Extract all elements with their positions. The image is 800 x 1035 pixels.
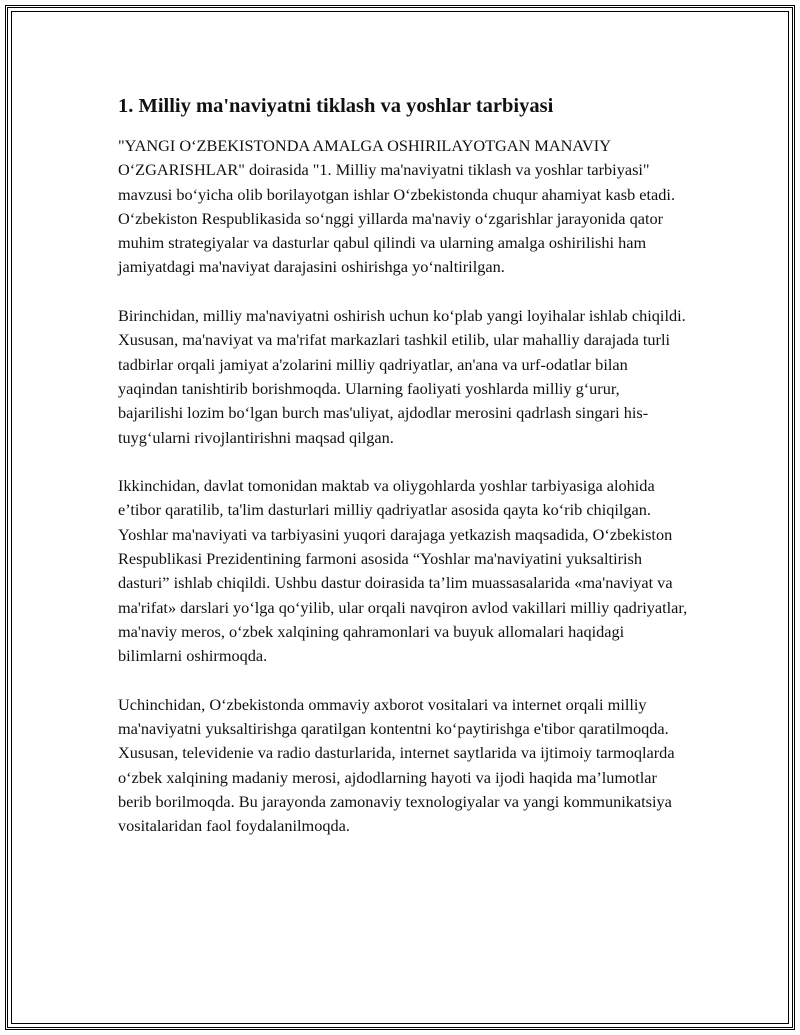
paragraph-third: Uchinchidan, O‘zbekistonda ommaviy axborot vositalari va internet orqali milliy ma'naviyatni yuksaltirishga qaratilgan kontentni ko‘paytirishga e'tibor qaratilmoqda. Xususan, televidenie va radio dasturlarida, internet saytlarida va ijtimoiy tarmoqlarda o‘zbek xalqining madaniy merosi, ajdodlarning hayoti va ijodi haqida ma’lumotlar berib borilmoqda. Bu jarayonda zamonaviy texnologiyalar va yangi kommunikatsiya vositalaridan faol foydalanilmoqda.	[118, 694, 675, 836]
paragraph-first: Birinchidan, milliy ma'naviyatni oshirish uchun ko‘plab yangi loyihalar ishlab chiqildi. Xususan, ma'naviyat va ma'rifat markazlari tashkil etilib, ular mahalliy darajada turli tadbirlar orqali jamiyat a'zolarini milliy qadriyatlar, an'ana va urf-odatlar bilan yaqindan tanishtirib borishmoqda. Ularning faoliyati yoshlarda milliy g‘urur, bajarilishi lozim bo‘lgan burch mas'uliyat, ajdodlar merosini qadrlash singari his-tuyg‘ularni rivojlantirishni maqsad qilgan.	[118, 306, 686, 447]
paragraph-second: Ikkinchidan, davlat tomonidan maktab va oliygohlarda yoshlar tarbiyasiga alohida e’tibor qaratilib, ta'lim dasturlari milliy qadriyatlar asosida qayta ko‘rib chiqilgan. Yoshlar ma'naviyati va tarbiyasini yuqori darajaga yetkazish maqsadida, O‘zbekiston Respublikasi Prezidentining farmoni asosida “Yoshlar ma'naviyatini yuksaltirish dasturi” ishlab chiqildi. Ushbu dastur doirasida ta’lim muassasalarida «ma'naviyat va ma'rifat» darslari yo‘lga qo‘yilib, ular orqali navqiron avlod vakillari milliy qadriyatlar, ma'naviy meros, o‘zbek xalqining qahramonlari va buyuk allomalari haqidagi bilimlarni oshirmoqda.	[118, 476, 688, 666]
paragraph-intro: "YANGI O‘ZBEKISTONDA AMALGA OSHIRILAYOTGAN MANAVIY O‘ZGARISHLAR" doirasida "1. Milliy ma'naviyatni tiklash va yoshlar tarbiyasi" mavzusi bo‘yicha olib borilayotgan ishlar O‘zbekistonda chuqur ahamiyat kasb etadi. O‘zbekiston Respublikasida so‘nggi yillarda ma'naviy o‘zgarishlar jarayonida qator muhim strategiyalar va dasturlar qabul qilindi va ularning amalga oshirilishi ham jamiyatdagi ma'naviyat darajasini oshirishga yo‘naltirilgan.	[118, 136, 676, 277]
section-heading: 1. Milliy ma'naviyatni tiklash va yoshlar tarbiyasi	[118, 95, 554, 117]
document-body	[118, 92, 688, 863]
